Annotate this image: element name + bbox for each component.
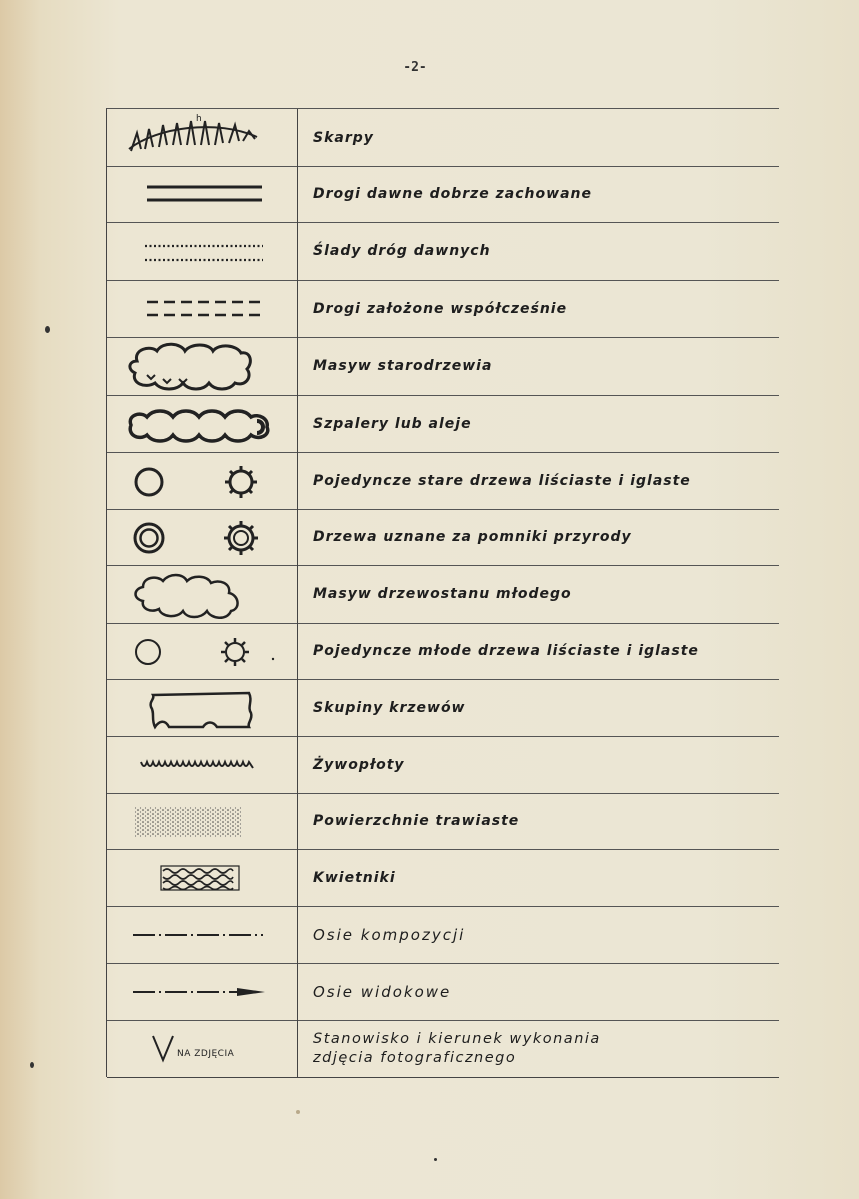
scan-speck: [45, 326, 50, 333]
legend-label: Masyw starodrzewia: [313, 358, 493, 374]
escarpment-symbol: [107, 109, 298, 166]
legend-row: [107, 906, 779, 964]
legend-row: [107, 1020, 779, 1078]
page-number: -2-: [403, 60, 427, 75]
legend-row: [107, 849, 779, 907]
double-dashed-lines-icon: [107, 280, 297, 337]
legend-label: Skupiny krzewów: [313, 699, 466, 716]
legend-row: [107, 222, 779, 281]
escarpment-hatch-icon: [107, 109, 297, 166]
legend-label: Kwietniki: [313, 869, 396, 886]
legend-label: Drzewa uznane za pomniki przyrody: [313, 529, 632, 545]
double-circle-and-starburst-icon: [107, 509, 297, 565]
legend-label: Masyw drzewostanu młodego: [313, 586, 572, 602]
symbol-caption: NA ZDJĘCIA: [177, 1049, 235, 1059]
shrub-group-outline-icon: [107, 679, 297, 736]
legend-label: Pojedyncze młode drzewa liściaste i iglaste: [313, 643, 699, 659]
composition-axis-symbol: [107, 906, 298, 963]
tree-row-chain-icon: [107, 395, 297, 452]
legend-row: [107, 679, 779, 737]
modern-road-symbol: [107, 280, 298, 337]
single-old-tree-symbol: [107, 452, 298, 509]
road-trace-symbol: [107, 222, 298, 280]
hedge-symbol: [107, 736, 298, 793]
legend-row: [107, 166, 779, 223]
small-circle-and-starburst-icon: [107, 623, 297, 679]
dash-dot-arrow-icon: [107, 963, 297, 1020]
legend-row: [107, 395, 779, 453]
road-symbol: [107, 166, 298, 222]
zigzag-line-icon: [107, 736, 297, 793]
legend-table: [106, 108, 779, 1077]
view-axis-symbol: [107, 963, 298, 1020]
young-tree-cloud-icon: [107, 565, 297, 623]
scan-speck: [296, 1110, 300, 1114]
natural-monument-symbol: [107, 509, 298, 565]
stipple-patch-icon: [107, 793, 297, 849]
old-tree-mass-symbol: [107, 337, 298, 395]
legend-label: Osie widokowe: [313, 982, 452, 1001]
legend-label: Skarpy: [313, 129, 374, 146]
legend-row: [107, 109, 779, 167]
single-young-tree-symbol: [107, 623, 298, 679]
legend-row: [107, 793, 779, 850]
flowerbed-symbol: [107, 849, 298, 906]
legend-label: Stanowisko i kierunek wykonania zdjęcia fotograficznego: [313, 1030, 601, 1066]
legend-row: [107, 623, 779, 680]
tree-row-symbol: [107, 395, 298, 452]
legend-row: [107, 337, 779, 396]
svg-text:h: h: [196, 114, 202, 124]
scan-speck: [434, 1158, 437, 1161]
flowerbed-scribble-icon: [107, 849, 297, 906]
legend-label: Szpalery lub aleje: [313, 415, 472, 432]
photo-station-symbol: [107, 1020, 298, 1077]
legend-label: Osie kompozycji: [313, 925, 466, 944]
grass-surface-symbol: [107, 793, 298, 849]
legend-row: [107, 736, 779, 794]
legend-label: Żywopłoty: [313, 756, 405, 773]
double-solid-lines-icon: [107, 166, 297, 222]
old-tree-cloud-icon: [107, 337, 297, 395]
legend-row: [107, 509, 779, 566]
legend-row: [107, 452, 779, 510]
double-dotted-lines-icon: [107, 222, 297, 280]
legend-label: Drogi założone współcześnie: [313, 300, 568, 317]
legend-row: [107, 963, 779, 1021]
legend-label: Ślady dróg dawnych: [313, 243, 491, 259]
circle-and-starburst-icon: [107, 452, 297, 509]
legend-label: Pojedyncze stare drzewa liściaste i iglaste: [313, 472, 691, 489]
legend-row: [107, 280, 779, 338]
scan-speck: [30, 1062, 34, 1068]
shrub-group-symbol: [107, 679, 298, 736]
young-tree-mass-symbol: [107, 565, 298, 623]
legend-row: [107, 565, 779, 624]
legend-label: Powierzchnie trawiaste: [313, 813, 520, 829]
legend-label: Drogi dawne dobrze zachowane: [313, 186, 592, 202]
dash-dot-line-icon: [107, 906, 297, 963]
